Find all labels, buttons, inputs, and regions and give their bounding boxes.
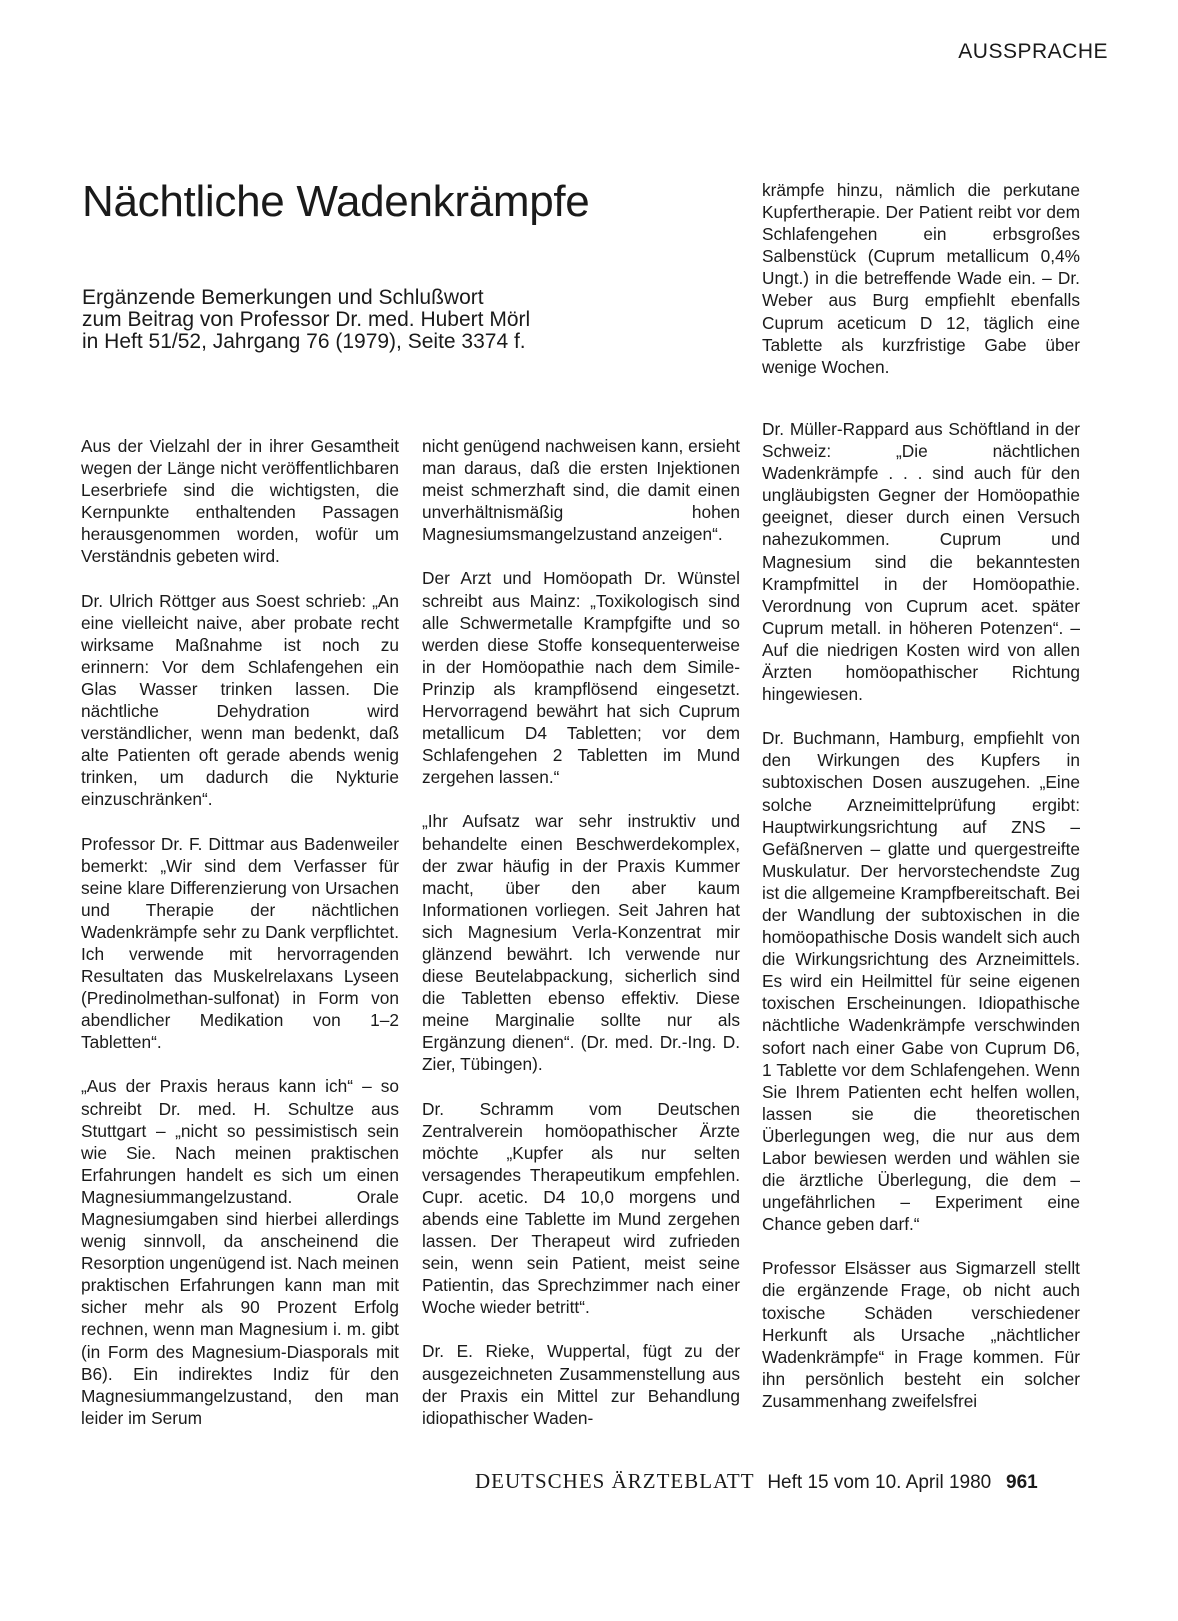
page-footer xyxy=(475,1469,1108,1494)
text-column-3-top xyxy=(762,179,1080,378)
article-title: Nächtliche Wadenkrämpfe xyxy=(82,177,590,226)
paragraph: krämpfe hinzu, nämlich die perkutane Kupfertherapie. Der Patient reibt vor dem Schlafengehen ein erbsgroßes Salbenstück (Cuprum metallicum 0,4% Ungt.) in die betreffende Wade ein. – Dr. Weber aus Burg empfiehlt ebenfalls Cuprum aceticum D 12, täglich eine Tablette als kurzfristige Gabe über wenige Wochen. xyxy=(762,180,1080,377)
subtitle-line: Ergänzende Bemerkungen und Schlußwort xyxy=(82,286,484,309)
paragraph: Dr. Buchmann, Hamburg, empfiehlt von den Wirkungen des Kupfers in subtoxischen Dosen auszugehen. „Eine solche Arzneimittelprüfung ergibt: Hauptwirkungsrichtung auf ZNS – Gefäßnerven – glatte und quergestreifte Muskulatur. Der hervorstechendste Zug ist die allgemeine Krampfbereitschaft. Bei der Wandlung der subtoxischen in die homöopathische Dosis wandelt sich auch die Wirkungsrichtung des Arzneimittels. Es wird ein Heilmittel für seine eigenen toxischen Erscheinungen. Idiopathische nächtliche Wadenkrämpfe verschwinden sofort nach einer Gabe von Cuprum D6, 1 Tablette vor dem Schlafengehen. Wenn Sie Ihrem Patienten echt helfen wollen, lassen sie die theoretischen Überlegungen weg, die nur aus dem Labor bewiesen werden und wählen sie die ärztliche Überlegung, die dem – ungefährlichen – Experiment eine Chance geben darf.“ xyxy=(762,728,1080,1235)
issue-info: Heft 15 vom 10. April 1980 xyxy=(767,1472,992,1493)
paragraph: Dr. E. Rieke, Wuppertal, fügt zu der ausgezeichneten Zusammenstellung aus der Praxis ein Mittel zur Behandlung idiopathischer Waden- xyxy=(422,1341,740,1428)
paragraph: Der Arzt und Homöopath Dr. Wünstel schreibt aus Mainz: „Toxikologisch sind alle Schwermetalle Krampfgifte und so werden diese Stoffe konsequenterweise in der Homöopathie nach dem Simile-Prinzip als krampflösend eingesetzt. Hervorragend bewährt hat sich Cuprum metallicum D4 Tabletten; vor dem Schlafengehen 2 Tabletten im Mund zergehen lassen.“ xyxy=(422,568,740,788)
paragraph: „Aus der Praxis heraus kann ich“ – so schreibt Dr. med. H. Schultze aus Stuttgart – „nicht so pessimistisch sein wie Sie. Nach meinen praktischen Erfahrungen handelt es sich um einen Magnesiummangelzustand. Orale Magnesiumgaben sind hierbei allerdings wenig sinnvoll, da anscheinend die Resorption ungenügend ist. Nach meinen praktischen Erfahrungen kann man mit sicher mehr als 90 Prozent Erfolg rechnen, wenn man Magnesium i. m. gibt (in Form des Magnesium-Diasporals mit B6). Ein indirektes Indiz für den Magnesiummangelzustand, den man leider im Serum xyxy=(81,1076,399,1428)
text-column-3 xyxy=(762,418,1080,1412)
paragraph: Dr. Schramm vom Deutschen Zentralverein homöopathischer Ärzte möchte „Kupfer als nur selten versagendes Therapeutikum empfehlen. Cupr. acetic. D4 10,0 morgens und abends eine Tablette im Mund zergehen lassen. Der Therapeut wird zufrieden sein, wenn sein Patient, meist seine Patientin, das Sprechzimmer nach einer Woche wieder betritt“. xyxy=(422,1098,740,1318)
text-column-1 xyxy=(81,435,399,1429)
page-number: 961 xyxy=(1006,1472,1038,1493)
paragraph: Dr. Ulrich Röttger aus Soest schrieb: „An eine vielleicht naive, aber probate recht wirksame Maßnahme ist noch zu erinnern: Vor dem Schlafengehen ein Glas Wasser trinken lassen. Die nächtliche Dehydration wird verständlicher, wenn man bedenkt, daß alte Patienten oft gerade abends wenig trinken, um dadurch die Nykturie einzuschränken“. xyxy=(81,590,399,810)
paragraph: „Ihr Aufsatz war sehr instruktiv und behandelte einen Beschwerdekomplex, der zwar häufig in der Praxis Kummer macht, über den aber kaum Informationen vorliegen. Seit Jahren hat sich Magnesium Verla-Konzentrat mir glänzend bewährt. Ich verwende nur diese Beutelabpackung, sicherlich sind die Tabletten ebenso effektiv. Diese meine Marginalie sollte nur als Ergänzung dienen“. (Dr. med. Dr.-Ing. D. Zier, Tübingen). xyxy=(422,811,740,1075)
paragraph: nicht genügend nachweisen kann, ersieht man daraus, daß die ersten Injektionen meist schmerzhaft sind, die damit einen unverhältnismäßig hohen Magnesiumsmangelzustand anzeigen“. xyxy=(422,436,741,545)
paragraph: Aus der Vielzahl der in ihrer Gesamtheit wegen der Länge nicht veröffentlichbaren Leserbriefe sind die wichtigsten, die Kernpunkte enthaltenden Passagen herausgenommen worden, wofür um Verständnis gebeten wird. xyxy=(81,436,399,567)
paragraph: Professor Elsässer aus Sigmarzell stellt die ergänzende Frage, ob nicht auch toxische Schäden verschiedener Herkunft als Ursache „nächtlicher Wadenkrämpfe“ in Frage kommen. Für ihn persönlich besteht ein solcher Zusammenhang zweifelsfrei xyxy=(762,1258,1080,1411)
subtitle-line: zum Beitrag von Professor Dr. med. Hubert Mörl xyxy=(82,308,531,331)
article-subtitle xyxy=(82,287,642,353)
subtitle-line: in Heft 51/52, Jahrgang 76 (1979), Seite 3374 f. xyxy=(82,330,526,353)
text-column-2 xyxy=(422,435,740,1429)
journal-name: DEUTSCHES ÄRZTEBLATT xyxy=(475,1469,755,1493)
section-label: AUSSPRACHE xyxy=(958,40,1108,63)
paragraph: Professor Dr. F. Dittmar aus Badenweiler bemerkt: „Wir sind dem Verfasser für seine klare Differenzierung von Ursachen und Therapie der nächtlichen Wadenkrämpfe sehr zu Dank verpflichtet. Ich verwende mit hervorragenden Resultaten das Muskelrelaxans Lyseen (Predinolmethan-sulfonat) in Form von abendlicher Medikation von 1–2 Tabletten“. xyxy=(81,833,399,1053)
paragraph: Dr. Müller-Rappard aus Schöftland in der Schweiz: „Die nächtlichen Wadenkrämpfe . . . sind auch für den ungläubigsten Gegner der Homöopathie geeignet, dieser durch einen Versuch nahezukommen. Cuprum und Magnesium sind die bekanntesten Krampfmittel in der Homöopathie. Verordnung von Cuprum acet. später Cuprum metall. in höheren Potenzen“. – Auf die niedrigen Kosten wird von allen Ärzten homöopathischer Richtung hingewiesen. xyxy=(762,419,1080,705)
